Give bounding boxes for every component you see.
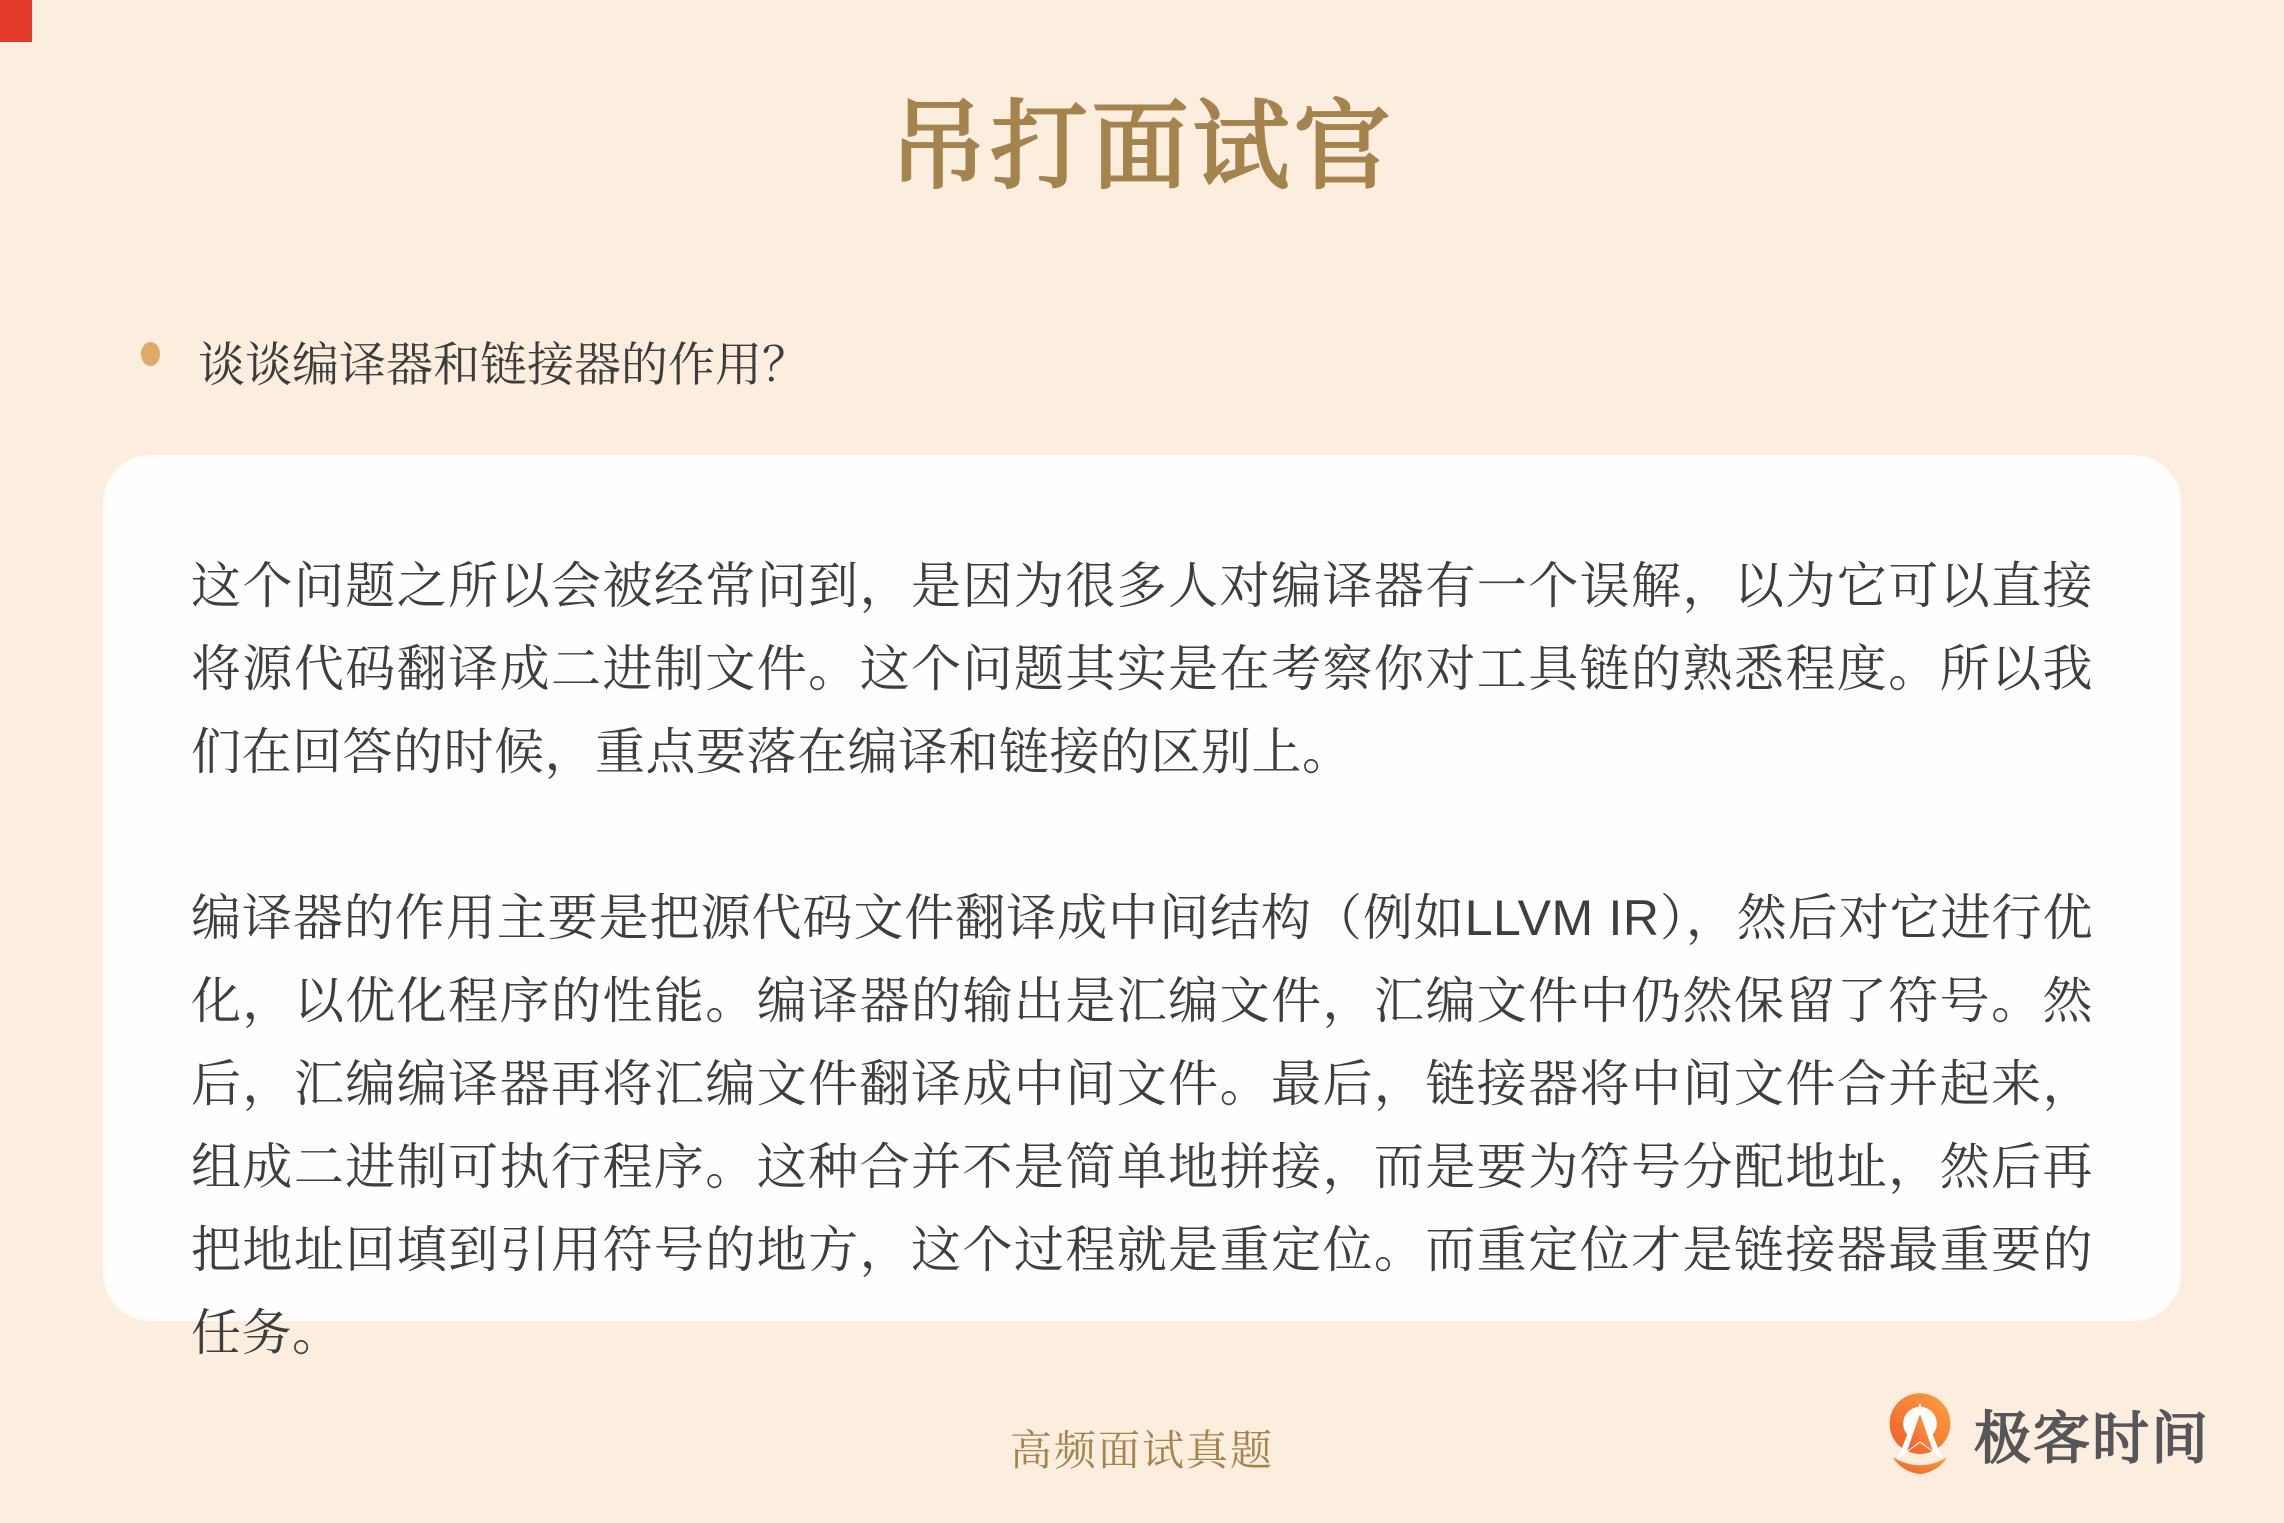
brand-name: 极客时间 — [1974, 1407, 2210, 1471]
question-item — [141, 328, 809, 395]
corner-red-mark — [0, 0, 32, 42]
footer-tagline: 高频面试真题 — [1009, 1427, 1274, 1474]
brand-logo — [1880, 1390, 2210, 1478]
page-title: 吊打面试官 — [889, 92, 1395, 201]
geektime-logo-icon — [1880, 1390, 1960, 1478]
bullet-dot-icon — [141, 342, 160, 366]
answer-paragraph: 编译器的作用主要是把源代码文件翻译成中间结构（例如LLVM IR），然后对它进行优化，以优化程序的性能。编译器的输出是汇编文件，汇编文件中仍然保留了符号。然后，汇编编译器再将汇编文件翻译成中间文件。最后，链接器将中间文件合并起来，组成二进制可执行程序。这种合并不是简单地拼接，而是要为符号分配地址，然后再把地址回填到引用符号的地方，这个过程就是重定位。而重定位才是链接器最重要的任务。 — [191, 890, 2093, 1361]
answer-card — [103, 455, 2181, 1361]
answer-paragraph: 这个问题之所以会被经常问到，是因为很多人对编译器有一个误解，以为它可以直接将源代码翻译成二进制文件。这个问题其实是在考察你对工具链的熟悉程度。所以我们在回答的时候，重点要落在编译和链接的区别上。 — [191, 558, 2093, 780]
question-text: 谈谈编译器和链接器的作用？ — [198, 338, 809, 391]
